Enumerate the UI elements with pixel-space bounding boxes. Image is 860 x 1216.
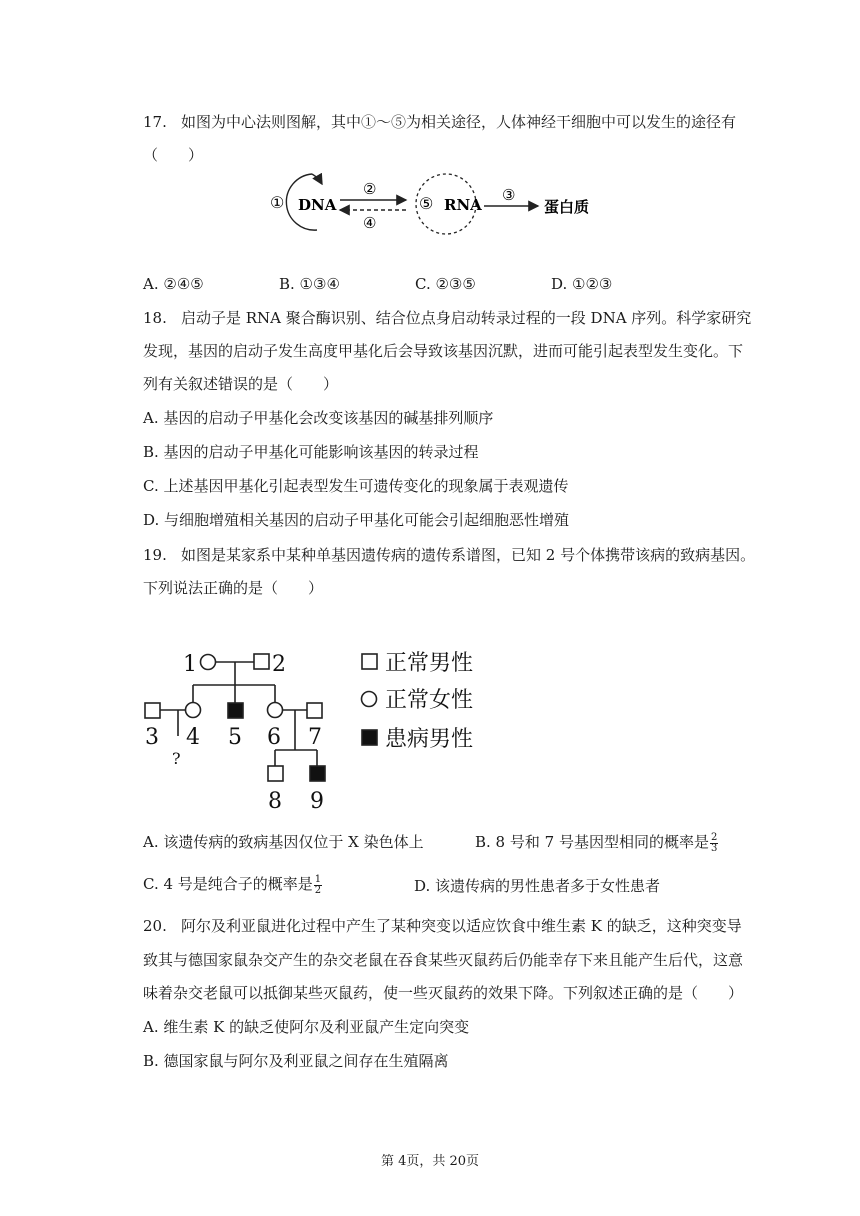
- q19-stem: [143, 545, 755, 565]
- q17-option-d[interactable]: D. ①②③: [551, 275, 613, 293]
- q19-option-d[interactable]: D. 该遗传病的男性患者多于女性患者: [414, 877, 661, 895]
- central-dogma-diagram: [262, 168, 602, 240]
- legend-normal-female-icon: [362, 692, 377, 707]
- path-4-label: ④: [363, 214, 377, 232]
- q19-option-b-text: B. 8 号和 7 号基因型相同的概率是: [475, 833, 709, 851]
- path-5-label: ⑤: [419, 194, 434, 213]
- q17-stem-line1: 如图为中心法则图解，其中①～⑤为相关途径，人体神经干细胞中可以发生的途径有: [181, 113, 737, 131]
- individual-3-normal-male: [145, 703, 160, 718]
- label-5: 5: [228, 725, 242, 750]
- legend-normal-male: 正常男性: [385, 651, 474, 676]
- q18-number: 18.: [143, 309, 167, 327]
- individual-4-normal-female: [186, 703, 201, 718]
- label-7: 7: [308, 725, 322, 750]
- label-9: 9: [310, 789, 324, 812]
- path-1-label: ①: [270, 193, 285, 212]
- q17-number: 17.: [143, 113, 167, 131]
- fraction-two-thirds: $\frac{2}{3}$: [710, 831, 718, 854]
- individual-2-normal-male: [254, 654, 269, 669]
- individual-8-normal-male: [268, 766, 283, 781]
- q20-stem-line1: 阿尔及利亚鼠进化过程中产生了某种突变以适应饮食中维生素 K 的缺乏，这种突变导: [181, 917, 742, 935]
- q17-option-c[interactable]: C. ②③⑤: [415, 275, 476, 293]
- q17-option-a[interactable]: A. ②④⑤: [143, 275, 204, 293]
- legend-normal-male-icon: [362, 654, 377, 669]
- q19-option-c-text: C. 4 号是纯合子的概率是: [143, 875, 313, 893]
- q18-option-a[interactable]: A. 基因的启动子甲基化会改变该基因的碱基排列顺序: [143, 409, 494, 427]
- legend-affected-male: 患病男性: [385, 727, 474, 752]
- protein-label: 蛋白质: [544, 198, 590, 216]
- legend-normal-female: 正常女性: [385, 688, 474, 713]
- dna-label: DNA: [298, 196, 337, 214]
- individual-7-normal-male: [307, 703, 322, 718]
- individual-1-normal-female: [201, 655, 216, 670]
- q20-option-a[interactable]: A. 维生素 K 的缺乏使阿尔及利亚鼠产生定向突变: [143, 1018, 470, 1036]
- q18-stem-line1: 启动子是 RNA 聚合酶识别、结合位点身启动转录过程的一段 DNA 序列。科学家研究: [181, 309, 752, 327]
- q20-option-b[interactable]: B. 德国家鼠与阿尔及利亚鼠之间存在生殖隔离: [143, 1052, 449, 1070]
- q18-stem-line2: 发现，基因的启动子发生高度甲基化后会导致该基因沉默，进而可能引起表型发生变化。下: [143, 342, 744, 360]
- q18-option-c[interactable]: C. 上述基因甲基化引起表型发生可遗传变化的现象属于表观遗传: [143, 477, 569, 495]
- label-6: 6: [267, 725, 281, 750]
- fraction-one-half: $\frac{1}{2}$: [314, 873, 322, 896]
- label-3: 3: [145, 725, 159, 750]
- q20-stem-line2: 致其与德国家鼠杂交产生的杂交老鼠在吞食某些灭鼠药后仍能幸存下来且能产生后代，这意: [143, 951, 744, 969]
- q20-number: 20.: [143, 917, 167, 935]
- label-4: 4: [186, 725, 200, 750]
- label-2: 2: [272, 652, 286, 677]
- individual-6-normal-female: [268, 703, 283, 718]
- label-question-mark: ?: [172, 749, 181, 768]
- q19-number: 19.: [143, 546, 167, 564]
- q18-stem-line3: 列有关叙述错误的是（ ）: [143, 375, 339, 393]
- q19-stem-line2: 下列说法正确的是（ ）: [143, 579, 324, 597]
- page-footer: 第 4页，共 20页: [380, 1154, 480, 1169]
- path-3-label: ③: [502, 186, 516, 204]
- q20-stem-line3: 味着杂交老鼠可以抵御某些灭鼠药，使一些灭鼠药的效果下降。下列叙述正确的是（ ）: [143, 984, 744, 1002]
- individual-5-affected-male: [228, 703, 243, 718]
- q19-option-c[interactable]: [143, 874, 322, 896]
- path-2-label: ②: [363, 180, 377, 198]
- q17-stem-line2: （ ）: [143, 146, 204, 164]
- q18-option-d[interactable]: D. 与细胞增殖相关基因的启动子甲基化可能会引起细胞恶性增殖: [143, 511, 570, 529]
- rna-label: RNA: [444, 196, 482, 214]
- q20-stem: [143, 916, 742, 936]
- q19-stem-line1: 如图是某家系中某种单基因遗传病的遗传系谱图，已知 2 号个体携带该病的致病基因。: [181, 546, 756, 564]
- q19-option-b[interactable]: [475, 832, 718, 854]
- individual-9-affected-male: [310, 766, 325, 781]
- pedigree-chart: [135, 640, 505, 812]
- q18-stem: [143, 308, 751, 328]
- q18-option-b[interactable]: B. 基因的启动子甲基化可能影响该基因的转录过程: [143, 443, 479, 461]
- label-1: 1: [183, 652, 197, 677]
- q19-option-a[interactable]: A. 该遗传病的致病基因仅位于 X 染色体上: [143, 833, 424, 851]
- legend-affected-male-icon: [362, 730, 377, 745]
- label-8: 8: [268, 789, 282, 812]
- q17-option-b[interactable]: B. ①③④: [279, 275, 340, 293]
- q17-stem: [143, 112, 736, 132]
